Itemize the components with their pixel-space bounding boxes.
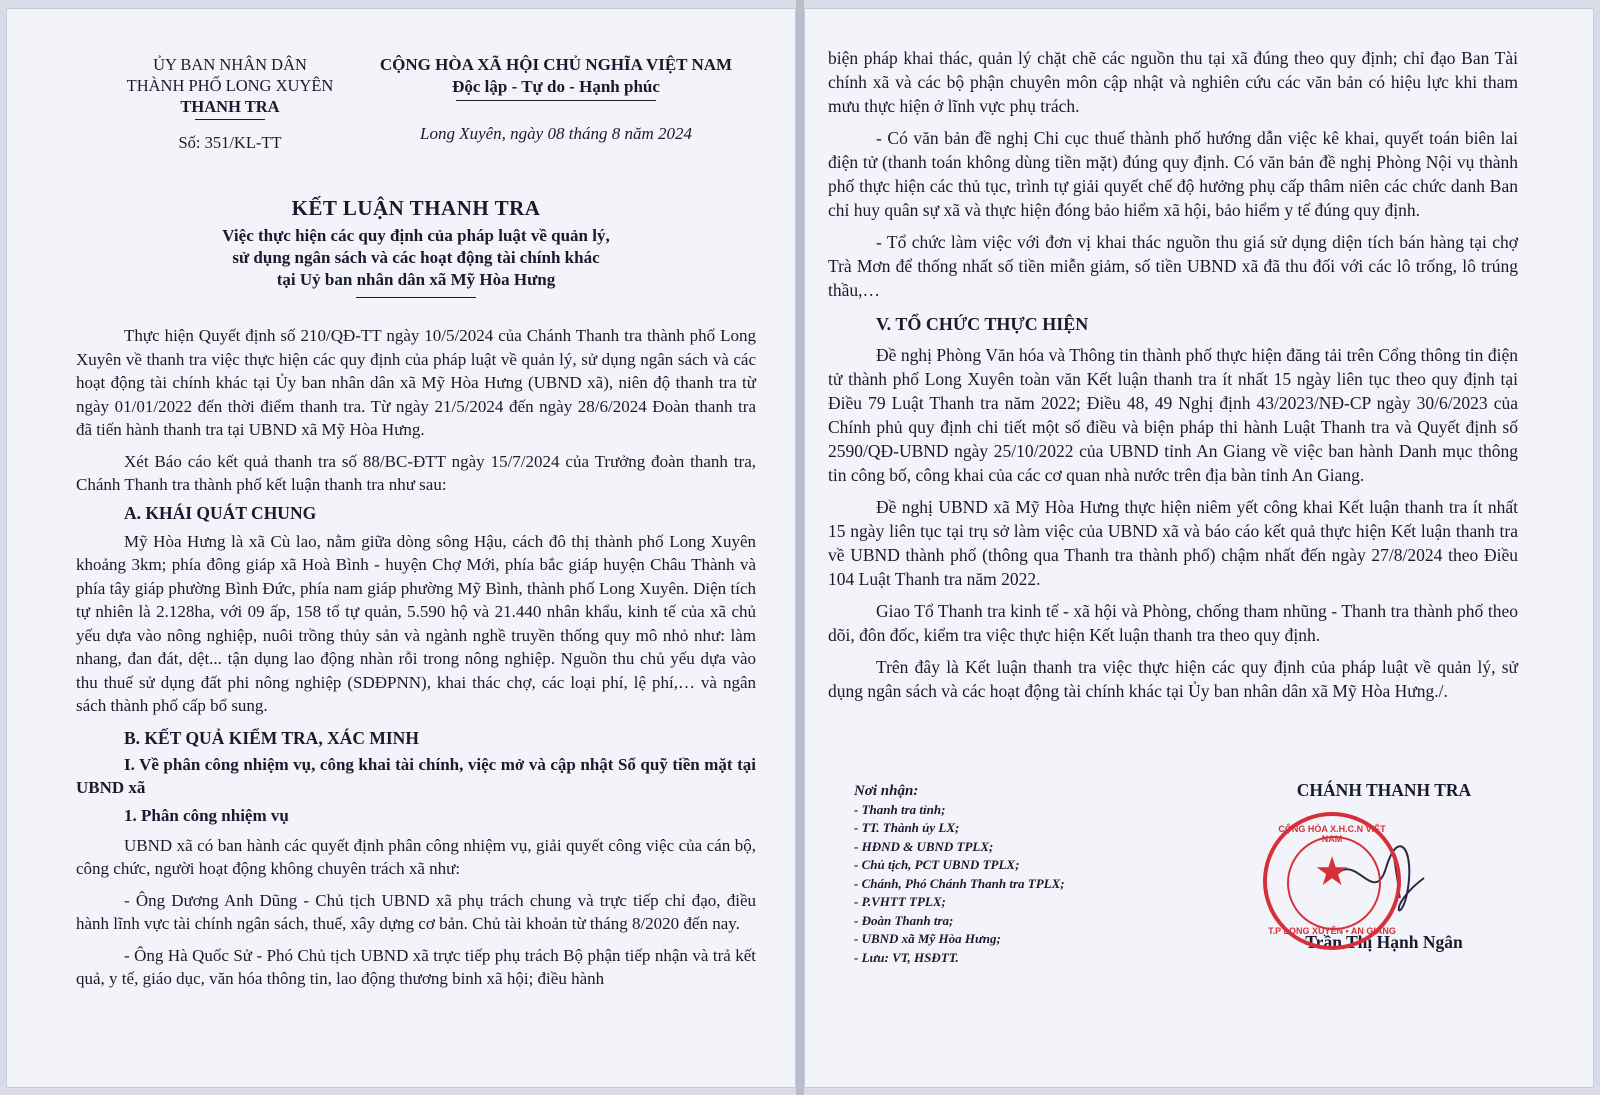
intro-paragraph-2: Xét Báo cáo kết quả thanh tra số 88/BC-ĐTT ngày 15/7/2024 của Trưởng đoàn thanh tra, Chánh Thanh tra thành phố kết luận thanh tra như sau:	[76, 451, 756, 494]
section-a-heading: A. KHÁI QUÁT CHUNG	[124, 502, 317, 523]
continued-paragraph: biện pháp khai thác, quản lý chặt chẽ các nguồn thu tại xã đúng theo quy định; chỉ đạo Ban Tài chính xã và các bộ phận chuyên môn cập nhật và nghiên cứu các văn bản có hiệu lực khi tham mưu thực hiện ở lĩnh vực phụ trách.	[828, 48, 1518, 116]
recipients-title: Nơi nhận:	[854, 783, 919, 799]
agency-line-3: THANH TRA	[180, 97, 280, 116]
signer-name: Trần Thị Hạnh Ngân	[1305, 932, 1463, 952]
recipient-item: - HĐND & UBND TPLX;	[854, 838, 994, 854]
recipient-item: - UBND xã Mỹ Hòa Hưng;	[854, 931, 1001, 946]
place-date: Long Xuyên, ngày 08 tháng 8 năm 2024	[420, 124, 692, 143]
doc-title: KẾT LUẬN THANH TRA	[291, 196, 541, 220]
measure-paragraph-1: - Có văn bản đề nghị Chi cục thuế thành phố hướng dẫn việc kê khai, quyết toán biên lai điện tử (thanh toán không dùng tiền mặt) đúng quy định. Có văn bản đề nghị Phòng Nội vụ thành phố thực hiện các thủ tục, trình tự giải quyết chế độ hưởng phụ cấp thâm niên các chức danh Ban chỉ huy quân sự xã và thực hiện đóng bảo hiểm xã hội, bảo hiểm y tế đúng quy định.	[828, 128, 1518, 220]
nation-header	[336, 54, 776, 145]
recipient-item: - P.VHTT TPLX;	[854, 894, 946, 909]
recipient-item: - Chủ tịch, PCT UBND TPLX;	[854, 857, 1020, 872]
doc-subtitle-1: Việc thực hiện các quy định của pháp luật về quản lý,	[222, 226, 610, 245]
section-b1-1-heading: 1. Phân công nhiệm vụ	[124, 805, 289, 825]
agency-line-1: ỦY BAN NHÂN DÂN	[153, 55, 307, 74]
signer-title: CHÁNH THANH TRA	[1296, 780, 1472, 800]
section-b-heading: B. KẾT QUẢ KIỂM TRA, XÁC MINH	[124, 727, 419, 748]
implementation-paragraph-2: Đề nghị UBND xã Mỹ Hòa Hưng thực hiện niêm yết công khai Kết luận thanh tra ít nhất 15 ngày liên tục tại trụ sở làm việc của UBND xã và báo cáo kết quả thực hiện Kết luận thanh tra về UBND thành phố (thông qua Thanh tra thành phố) chậm nhất đến ngày 27/8/2024 theo Điều 104 Luật Thanh tra năm 2022.	[828, 497, 1518, 589]
closing-paragraph: Trên đây là Kết luận thanh tra việc thực hiện các quy định của pháp luật về quản lý, sử dụng ngân sách và các hoạt động tài chính khác tại Ủy ban nhân dân xã Mỹ Hòa Hưng./.	[828, 657, 1518, 701]
recipients-block	[854, 782, 1154, 967]
motto-underline	[456, 100, 656, 101]
doc-number: Số: 351/KL-TT	[178, 133, 282, 152]
left-body	[76, 324, 756, 991]
section-a-paragraph: Mỹ Hòa Hưng là xã Cù lao, nằm giữa dòng sông Hậu, cách đô thị thành phố Long Xuyên khoảng 3km; phía đông giáp xã Hoà Bình - huyện Chợ Mới, phía bắc giáp huyện Châu Thành và phía tây giáp phường Bình Đức, phía nam giáp phường Mỹ Bình, thành phố Long Xuyên. Diện tích tự nhiên là 2.128ha, với 09 ấp, 158 tổ tự quản, 5.590 hộ và 21.440 nhân khẩu, kinh tế của xã chủ yếu dựa vào nông nghiệp, nuôi trồng thủy sản và ngành nghề truyền thống quy mô nhỏ như: làm nhang, đan đát, dệt... tận dụng lao động nhàn rỗi trong nông nghiệp. Nguồn thu chủ yếu dựa vào thu thuế sử dụng đất phi nông nghiệp (SDĐPNN), khai thác chợ, các loại phí, lệ phí,… và ngân sách thành phố cấp bổ sung.	[76, 531, 756, 715]
implementation-paragraph-3: Giao Tổ Thanh tra kinh tế - xã hội và Phòng, chống tham nhũng - Thanh tra thành phố theo dõi, đôn đốc, kiểm tra việc thực hiện Kết luận thanh tra theo quy định.	[828, 601, 1518, 645]
section-b1-1-paragraph: UBND xã có ban hành các quyết định phân công nhiệm vụ, giải quyết công việc của cán bộ, công chức, người hoạt động không chuyên trách xã như:	[76, 835, 756, 878]
agency-underline	[195, 119, 265, 120]
agency-header	[100, 54, 360, 153]
intro-paragraph-1: Thực hiện Quyết định số 210/QĐ-TT ngày 10/5/2024 của Chánh Thanh tra thành phố Long Xuyên về thanh tra việc thực hiện các quy định của pháp luật về quản lý, sử dụng ngân sách và các hoạt động tài chính khác tại Ủy ban nhân dân xã Mỹ Hòa Hưng (UBND xã), niên độ thanh tra từ ngày 01/01/2022 đến thời điểm thanh tra. Từ ngày 21/5/2024 đến ngày 28/6/2024 Đoàn thanh tra đã tiến hành thanh tra tại UBND xã Mỹ Hòa Hưng.	[76, 326, 756, 439]
assignment-item-2: - Ông Hà Quốc Sử - Phó Chủ tịch UBND xã trực tiếp phụ trách Bộ phận tiếp nhận và trả kết quả, y tế, giáo dục, văn hóa thông tin, lao động thương binh xã hội; điều hành	[76, 945, 756, 988]
assignment-item-1: - Ông Dương Anh Dũng - Chủ tịch UBND xã phụ trách chung và trực tiếp chỉ đạo, điều hành lĩnh vực tài chính ngân sách, thuế, xây dựng cơ bản. Chủ tài khoản từ tháng 8/2020 đến nay.	[76, 890, 756, 933]
title-block	[66, 196, 766, 298]
page-right	[804, 8, 1594, 1088]
section-b1-heading: I. Về phân công nhiệm vụ, công khai tài chính, việc mở và cập nhật Sổ quỹ tiền mặt tại UBND xã	[76, 754, 756, 797]
measure-paragraph-2: - Tổ chức làm việc với đơn vị khai thác nguồn thu giá sử dụng diện tích bán hàng tại chợ Trà Mơn để thống nhất số tiền miễn giảm, số tiền UBND xã đã thu đối với các lô trống, lô trúng thầu,…	[828, 232, 1518, 300]
recipient-item: - Lưu: VT, HSĐTT.	[854, 949, 959, 965]
star-icon: ★	[1314, 849, 1350, 894]
implementation-paragraph-1: Đề nghị Phòng Văn hóa và Thông tin thành phố thực hiện đăng tải trên Cổng thông tin điện tử thành phố Long Xuyên toàn văn Kết luận thanh tra ít nhất 15 ngày liên tục theo quy định tại Điều 79 Luật Thanh tra năm 2022; Điều 48, 49 Nghị định 43/2023/NĐ-CP ngày 30/6/2023 của Chính phủ quy định chi tiết một số điều và biện pháp thi hành Luật Thanh tra và Quyết định số 2590/QĐ-UBND ngày 25/10/2022 của UBND tỉnh An Giang về việc ban hành Danh mục thông tin công bố, công khai của các cơ quan nhà nước trên địa bàn tỉnh An Giang.	[828, 345, 1518, 485]
doc-subtitle-3: tại Uỷ ban nhân dân xã Mỹ Hòa Hưng	[276, 270, 556, 289]
right-body	[828, 46, 1518, 703]
recipient-item: - Đoàn Thanh tra;	[854, 912, 954, 928]
recipient-item: - Thanh tra tỉnh;	[854, 801, 946, 817]
section-v-heading: V. TỔ CHỨC THỰC HIỆN	[876, 314, 1089, 334]
page-left	[6, 8, 796, 1088]
recipient-item: - Chánh, Phó Chánh Thanh tra TPLX;	[854, 875, 1065, 891]
recipient-item: - TT. Thành ủy LX;	[854, 820, 960, 835]
page-gutter	[796, 0, 804, 1095]
agency-line-2: THÀNH PHỐ LONG XUYÊN	[126, 76, 334, 95]
nation-name: CỘNG HÒA XÃ HỘI CHỦ NGHĨA VIỆT NAM	[379, 55, 733, 74]
doc-subtitle-2: sử dụng ngân sách và các hoạt động tài chính khác	[232, 248, 600, 267]
official-seal-icon: CỘNG HÒA X.H.C.N VIỆT NAM ★ T.P LONG XUYÊN • AN GIANG	[1263, 812, 1401, 950]
title-underline	[356, 297, 476, 298]
motto: Độc lập - Tự do - Hạnh phúc	[452, 77, 660, 96]
